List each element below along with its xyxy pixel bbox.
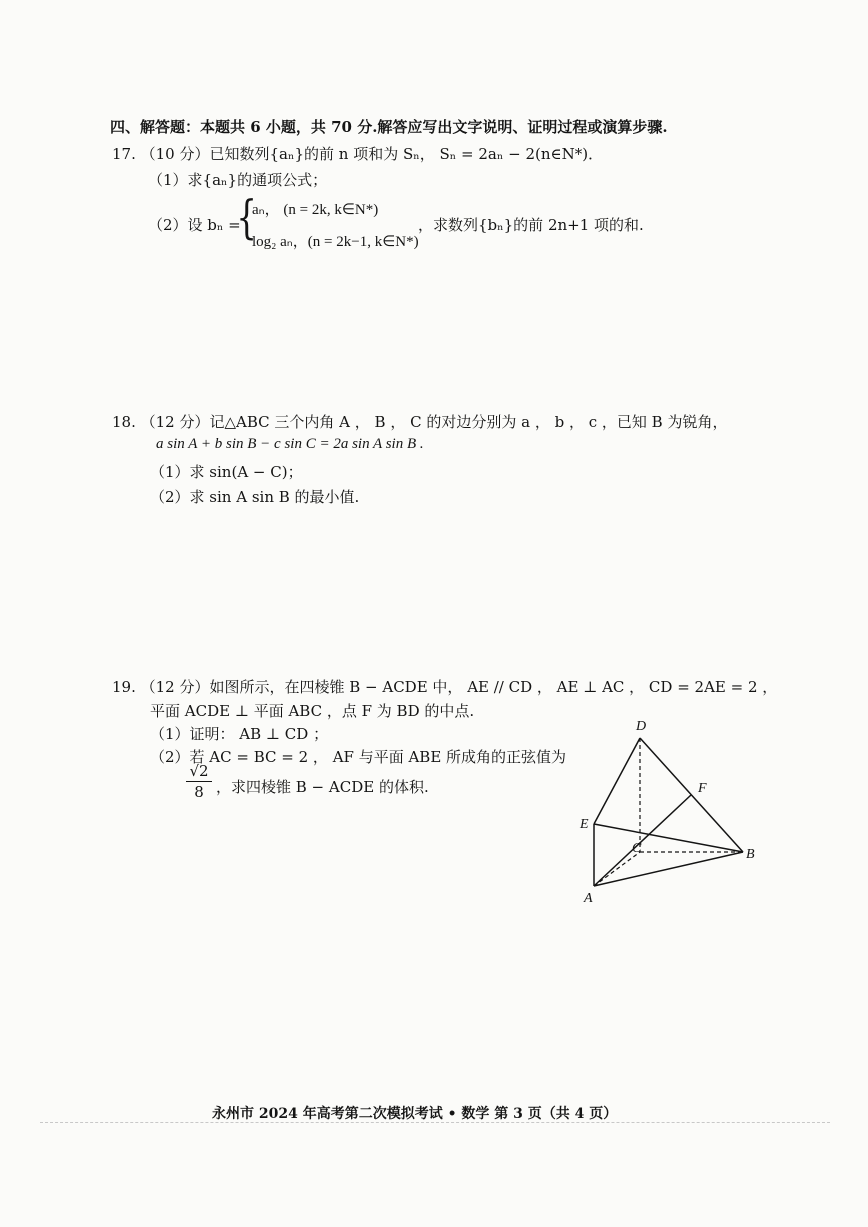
pyramid-diagram: [570, 712, 800, 912]
piecewise-brace: {: [236, 190, 257, 244]
q19-statement: 19. （12 分）如图所示，在四棱锥 B − ACDE 中， AE // CD ， AE ⊥ AC ， CD = 2AE = 2 ，: [112, 678, 778, 696]
q17-case2: log₂ aₙ，(n = 2k−1, k∈N*): [252, 234, 419, 250]
edge-ED: [594, 738, 640, 824]
q17-case1: aₙ， (n = 2k, k∈N*): [252, 202, 379, 218]
label-E: E: [580, 817, 589, 832]
label-D: D: [636, 719, 647, 734]
fraction-bar: [186, 781, 212, 782]
label-F: F: [698, 781, 707, 796]
q19-condition: 平面 ACDE ⊥ 平面 ABC ，点 F 为 BD 的中点.: [150, 702, 475, 720]
segment-AF: [594, 795, 691, 886]
label-B: B: [746, 847, 755, 862]
fraction-denominator: 8: [194, 783, 204, 801]
pyramid-figure: [570, 712, 800, 912]
section-header: 四、解答题：本题共 6 小题，共 70 分.解答应写出文字说明、证明过程或演算步骤.: [110, 118, 668, 136]
q18-statement: 18. （12 分）记△ABC 三个内角 A ， B ， C 的对边分别为 a ， b ， c ，已知 B 为锐角，: [112, 413, 728, 431]
q18-condition: a sin A + b sin B − c sin C = 2a sin A sin B .: [156, 436, 424, 452]
q17-part2-prefix: （2）设 bₙ =: [148, 216, 241, 234]
q17-statement: 17. （10 分）已知数列{aₙ}的前 n 项和为 Sₙ， Sₙ = 2aₙ − 2(n∈N*)．: [112, 145, 604, 163]
q18-part1: （1）求 sin(A − C)；: [150, 463, 303, 481]
q18-part2: （2）求 sin A sin B 的最小值.: [150, 488, 360, 506]
q19-part2: （2）若 AC = BC = 2 ， AF 与平面 ABE 所成角的正弦值为: [150, 748, 567, 766]
sine-fraction: [186, 762, 212, 801]
page-footer: 永州市 2024 年高考第二次模拟考试 • 数学 第 3 页（共 4 页）: [212, 1106, 618, 1122]
q19-part1: （1）证明： AB ⊥ CD ；: [150, 725, 329, 743]
fraction-numerator: √2: [189, 762, 209, 780]
q19-part2-tail: ，求四棱锥 B − ACDE 的体积.: [216, 778, 429, 796]
label-C: C: [632, 841, 642, 856]
q17-part2-suffix: ，求数列{bₙ}的前 2n+1 项的和.: [418, 216, 644, 234]
q17-part1: （1）求{aₙ}的通项公式；: [148, 171, 328, 189]
label-A: A: [584, 891, 593, 906]
